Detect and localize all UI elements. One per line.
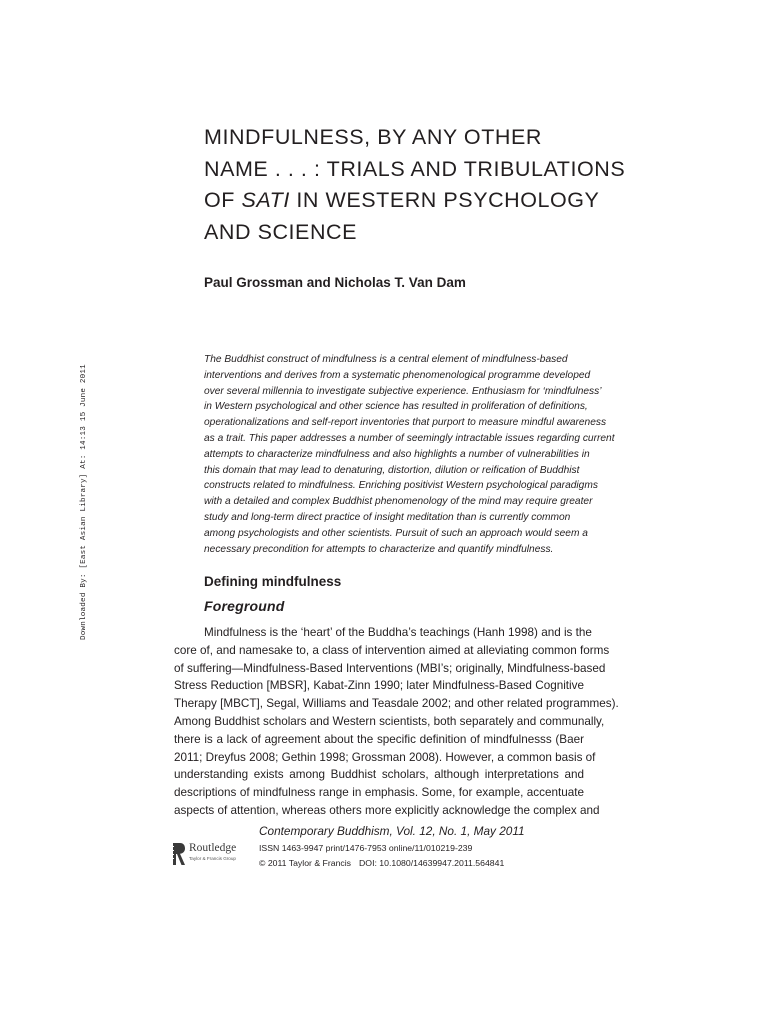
abstract-line: necessary precondition for attempts to characterize and quantify mindfulness. [204, 543, 554, 555]
body-line: Stress Reduction [MBSR], Kabat-Zinn 1990; later Mindfulness-Based Cognitive [174, 679, 584, 693]
title-line-4: AND SCIENCE [204, 219, 357, 244]
subsection-heading: Foreground [204, 598, 285, 614]
title-line-3-pre: OF [204, 188, 242, 212]
routledge-logo-icon [172, 842, 186, 866]
body-line: core of, and namesake to, a class of intervention aimed at alleviating common forms [174, 643, 610, 657]
body-line: descriptions of mindfulness range in emphasis. Some, for example, accentuate [174, 786, 584, 800]
publisher-logo [172, 842, 252, 866]
abstract-line: among psychologists and other scientists. Pursuit of such an approach would seem a [204, 527, 588, 539]
body-line: Therapy [MBCT], Segal, Williams and Teasdale 2002; and other related programmes). [174, 697, 619, 711]
body-line: of suffering—Mindfulness-Based Interventions (MBI’s; originally, Mindfulness-based [174, 661, 606, 675]
title-sati: SATI [241, 188, 290, 212]
abstract-line: The Buddhist construct of mindfulness is a central element of mindfulness-based [204, 354, 568, 365]
doi: DOI: 10.1080/14639947.2011.564841 [359, 858, 505, 868]
abstract [204, 352, 615, 557]
title-line-3-post: IN WESTERN PSYCHOLOGY [289, 188, 600, 212]
body-paragraph [174, 624, 619, 820]
abstract-line: this domain that may lead to denaturing, distortion, dilution or reification of Buddhist [204, 464, 580, 476]
body-line: 2011; Dreyfus 2008; Gethin 1998; Grossman 2008). However, a common basis of [174, 750, 596, 764]
title-line-2: NAME . . . : TRIALS AND TRIBULATIONS [204, 156, 626, 181]
title-line-3 [204, 185, 624, 217]
authors: Paul Grossman and Nicholas T. Van Dam [204, 275, 466, 290]
body-line: understanding exists among Buddhist scholars, although interpretations and [174, 768, 584, 782]
publisher-group: Taylor & Francis Group [189, 856, 236, 861]
copyright-line [259, 858, 504, 868]
issn: ISSN 1463-9947 print/1476-7953 online/11/010219-239 [259, 843, 473, 853]
body-line: Among Buddhist scholars and Western scientists, both separately and communally, [174, 714, 605, 728]
publisher-name: Routledge [189, 842, 237, 854]
body-line: Mindfulness is the ‘heart’ of the Buddha’s teachings (Hanh 1998) and is the [204, 626, 592, 639]
body-line: there is a lack of agreement about the specific definition of mindfulnesss (Baer [174, 732, 584, 746]
abstract-line: constructs related to mindfulness. Enriching positivist Western psychological paradigms [204, 480, 598, 492]
abstract-line: interventions and derives from a systematic phenomenological programme developed [204, 369, 591, 381]
abstract-line: operationalizations and self-report inventories that purport to measure mindful awareness [204, 417, 607, 429]
abstract-line: over several millennia to investigate subjective experience. Enthusiasm for ‘mindfulness’ [204, 385, 602, 397]
abstract-line: in Western psychological and other science has resulted in proliferation of definitions, [204, 401, 588, 413]
abstract-line: as a trait. This paper addresses a number of seemingly intractable issues regarding current [204, 432, 615, 444]
title-line-1: MINDFULNESS, BY ANY OTHER [204, 125, 542, 149]
download-watermark: Downloaded By: [East Asian Library] At: 14:13 15 June 2011 [80, 364, 88, 640]
copyright: © 2011 Taylor & Francis [259, 858, 352, 868]
section-heading: Defining mindfulness [204, 574, 342, 589]
abstract-line: study and long-term direct practice of insight meditation than is currently common [204, 511, 571, 523]
abstract-line: attempts to characterize mindfulness and also highlights a number of vulnerabilities in [204, 448, 590, 460]
journal-citation: Contemporary Buddhism, Vol. 12, No. 1, May 2011 [259, 824, 525, 838]
abstract-line: with a detailed and complex Buddhist phenomenology of the mind may require greater [204, 496, 593, 508]
article-title [204, 122, 624, 248]
body-line: aspects of attention, whereas others more explicitly acknowledge the complex and [174, 803, 600, 817]
